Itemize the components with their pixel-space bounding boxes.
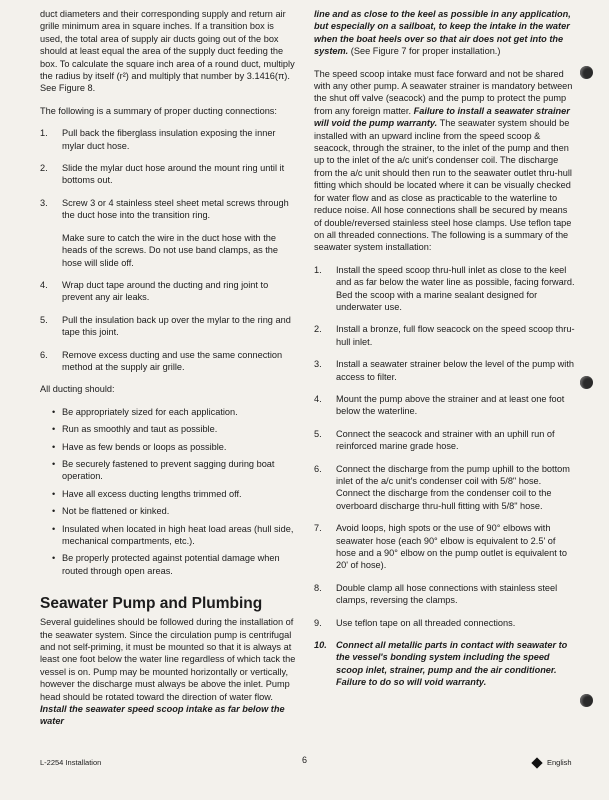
binder-hole-icon [580, 694, 593, 707]
step-number: 5. [314, 428, 322, 439]
binder-hole-icon [580, 376, 593, 389]
seawater-step [314, 617, 576, 629]
scoop-figure-ref: (See Figure 7 for proper installation.) [350, 46, 501, 57]
step-text: Install a seawater strainer below the level of the pump with access to filter. [336, 359, 574, 382]
ducting-step [40, 127, 298, 152]
step-text: Mount the pump above the strainer and at least one foot below the waterline. [336, 393, 565, 417]
step-number: 1. [314, 264, 322, 275]
ducting-step [40, 314, 298, 339]
step-number: 2. [314, 324, 322, 335]
scoop-continuation [314, 8, 576, 58]
seawater-step [314, 264, 576, 314]
seawater-step [314, 358, 576, 383]
step-note: Make sure to catch the wire in the duct hose with the heads of the screws. Do not use band clamps, as the hose will slide off. [62, 232, 279, 268]
step-number: 3. [40, 197, 48, 208]
ducting-step [40, 197, 298, 269]
step-number: 6. [314, 463, 322, 474]
bullet-item: • Be properly protected against potential damage when routed through open areas. [52, 552, 298, 577]
ducting-step [40, 162, 298, 187]
step-text: Connect the discharge from the pump uphill to the bottom inlet of the a/c unit's condenser coil with 5/8" hose. Connect the discharge from the condenser coil to the overboard discharge thru-hull fitting with 5/8" hose. [336, 463, 570, 511]
bullet-item: • Insulated when located in high heat load areas (hull side, mechanical compartments, etc.). [52, 523, 298, 548]
step-number: 4. [40, 279, 48, 290]
step-text: Connect the seacock and strainer with an uphill run of reinforced marine grade hose. [336, 428, 555, 452]
bullet-item: • Have as few bends or loops as possible. [52, 441, 298, 453]
step-text: Pull back the fiberglass insulation exposing the inner mylar duct hose. [62, 128, 276, 151]
scoop-paragraph [314, 68, 576, 254]
bullet-item: • Not be flattened or kinked. [52, 505, 298, 517]
footer-doc-id: L-2254 Installation [40, 758, 102, 767]
step-text: Pull the insulation back up over the mylar to the ring and tape this joint. [62, 314, 291, 338]
seawater-step [314, 463, 576, 513]
bullet-item: • Be securely fastened to prevent sagging during boat operation. [52, 458, 298, 483]
step-text: Screw 3 or 4 stainless steel sheet metal screws through the duct hose into the transition ring. [62, 197, 289, 221]
step-text: Connect all metallic parts in contact with seawater to the vessel's bonding system including the speed scoop inlet, strainer, pump and the air conditioner. Failure to do so will void warranty. [336, 640, 568, 688]
step-text: Double clamp all hose connections with stainless steel clamps, reversing the clamps. [336, 582, 558, 606]
bullet-item: • Be appropriately sized for each application. [52, 406, 298, 418]
seawater-step [314, 393, 576, 418]
warranty-warning: Failure to install a seawater strainer will void the pump warranty. [314, 105, 570, 129]
seawater-step [314, 639, 576, 689]
page-number: 6 [302, 755, 308, 765]
step-text: Use teflon tape on all threaded connections. [336, 617, 516, 628]
step-text: Install the speed scoop thru-hull inlet as close to the keel and as far below the water line as possible, facing forward. Bed the scoop with a marine sealant designed for underwater use. [336, 264, 575, 312]
left-column [40, 8, 298, 738]
bullet-item: • Have all excess ducting lengths trimmed off. [52, 488, 298, 500]
footer-language [533, 758, 572, 767]
ducting-should-intro: All ducting should: [40, 384, 115, 395]
step-number: 7. [314, 523, 322, 534]
step-number: 8. [314, 582, 322, 593]
step-number: 3. [314, 359, 322, 370]
step-number: 2. [40, 163, 48, 174]
step-number: 6. [40, 349, 48, 360]
step-number: 10. [314, 640, 327, 651]
section-heading: Seawater Pump and Plumbing [40, 595, 263, 613]
scoop-text-2: The seawater system should be installed with an upward incline from the speed scoop & seacock, through the strainer, to the inlet of the pump and then up to the inlet of the a/c unit's condenser coil. The discharge from the a/c unit should then run to the seawater outlet thru-hull fitting which should be located where it can be visually checked for water flow and as close as practicable to the waterline to reduce noise. All hose connections shall be secured by means of double/reversed stainless steel hose clamps. Use teflon tape on all threaded connections. The following is a summary of the seawater system installation: [314, 118, 572, 253]
language-label: English [547, 758, 572, 767]
ducting-summary-intro: The following is a summary of proper ducting connections: [40, 105, 277, 116]
ducting-step [40, 349, 298, 374]
ducting-step [40, 279, 298, 304]
seawater-paragraph [40, 616, 298, 728]
step-text: Avoid loops, high spots or the use of 90° elbows with seawater hose (each 90° elbow is equivalent to 2.5' of hose and a 90° elbow on the pump outlet is equivalent to 20' of hose). [336, 523, 567, 571]
step-text: Install a bronze, full flow seacock on the speed scoop thru-hull inlet. [336, 324, 575, 347]
right-column [314, 8, 576, 699]
step-text: Wrap duct tape around the ducting and ring joint to prevent any air leaks. [62, 279, 269, 303]
step-number: 4. [314, 393, 322, 404]
seawater-step [314, 323, 576, 348]
step-number: 5. [40, 314, 48, 325]
step-text: Slide the mylar duct hose around the mount ring until it bottoms out. [62, 163, 285, 186]
diamond-icon [531, 757, 542, 768]
step-number: 9. [314, 617, 322, 628]
step-number: 1. [40, 128, 48, 139]
seawater-text: Several guidelines should be followed during the installation of the seawater system. Since the circulation pump is centrifugal and not self-priming, it must be mounted so that it is always at least one foot below the water line regardless of which tack the vessel is on. Pump may be mounted horizontally or vertically, however the discharge must always be above the inlet. Pump head should be rotated toward the direction of water flow. [40, 617, 296, 702]
seawater-step [314, 522, 576, 572]
seawater-step [314, 428, 576, 453]
seawater-step [314, 582, 576, 607]
seawater-bold-text: Install the seawater speed scoop intake as far below the water [40, 704, 285, 727]
scoop-bold-text: line and as close to the keel as possible in any application, but especially on a sailboat, to keep the intake in the water when the boat heels over so that air does not get into the system. [314, 9, 571, 57]
ducting-paragraph: duct diameters and their corresponding supply and return air grille minimum area in square inches. If a transition box is used, the total area of supply air ducts going out of the box should at least equal the area of the supply duct feeding the box. To calculate the square inch area of a round duct, multiply the radius by itself (r²) and multiply that number by 3.1416(π). See Figure 8. [40, 9, 295, 94]
bullet-item: • Run as smoothly and taut as possible. [52, 423, 298, 435]
step-text: Remove excess ducting and use the same connection method at the supply air grille. [62, 349, 283, 372]
scoop-text: The speed scoop intake must face forward and not be shared with any other pump. A seawater strainer is mandatory between the shut off valve (seacock) and the pump to protect the pump from any foreign matter. [314, 68, 573, 116]
binder-hole-icon [580, 66, 593, 79]
